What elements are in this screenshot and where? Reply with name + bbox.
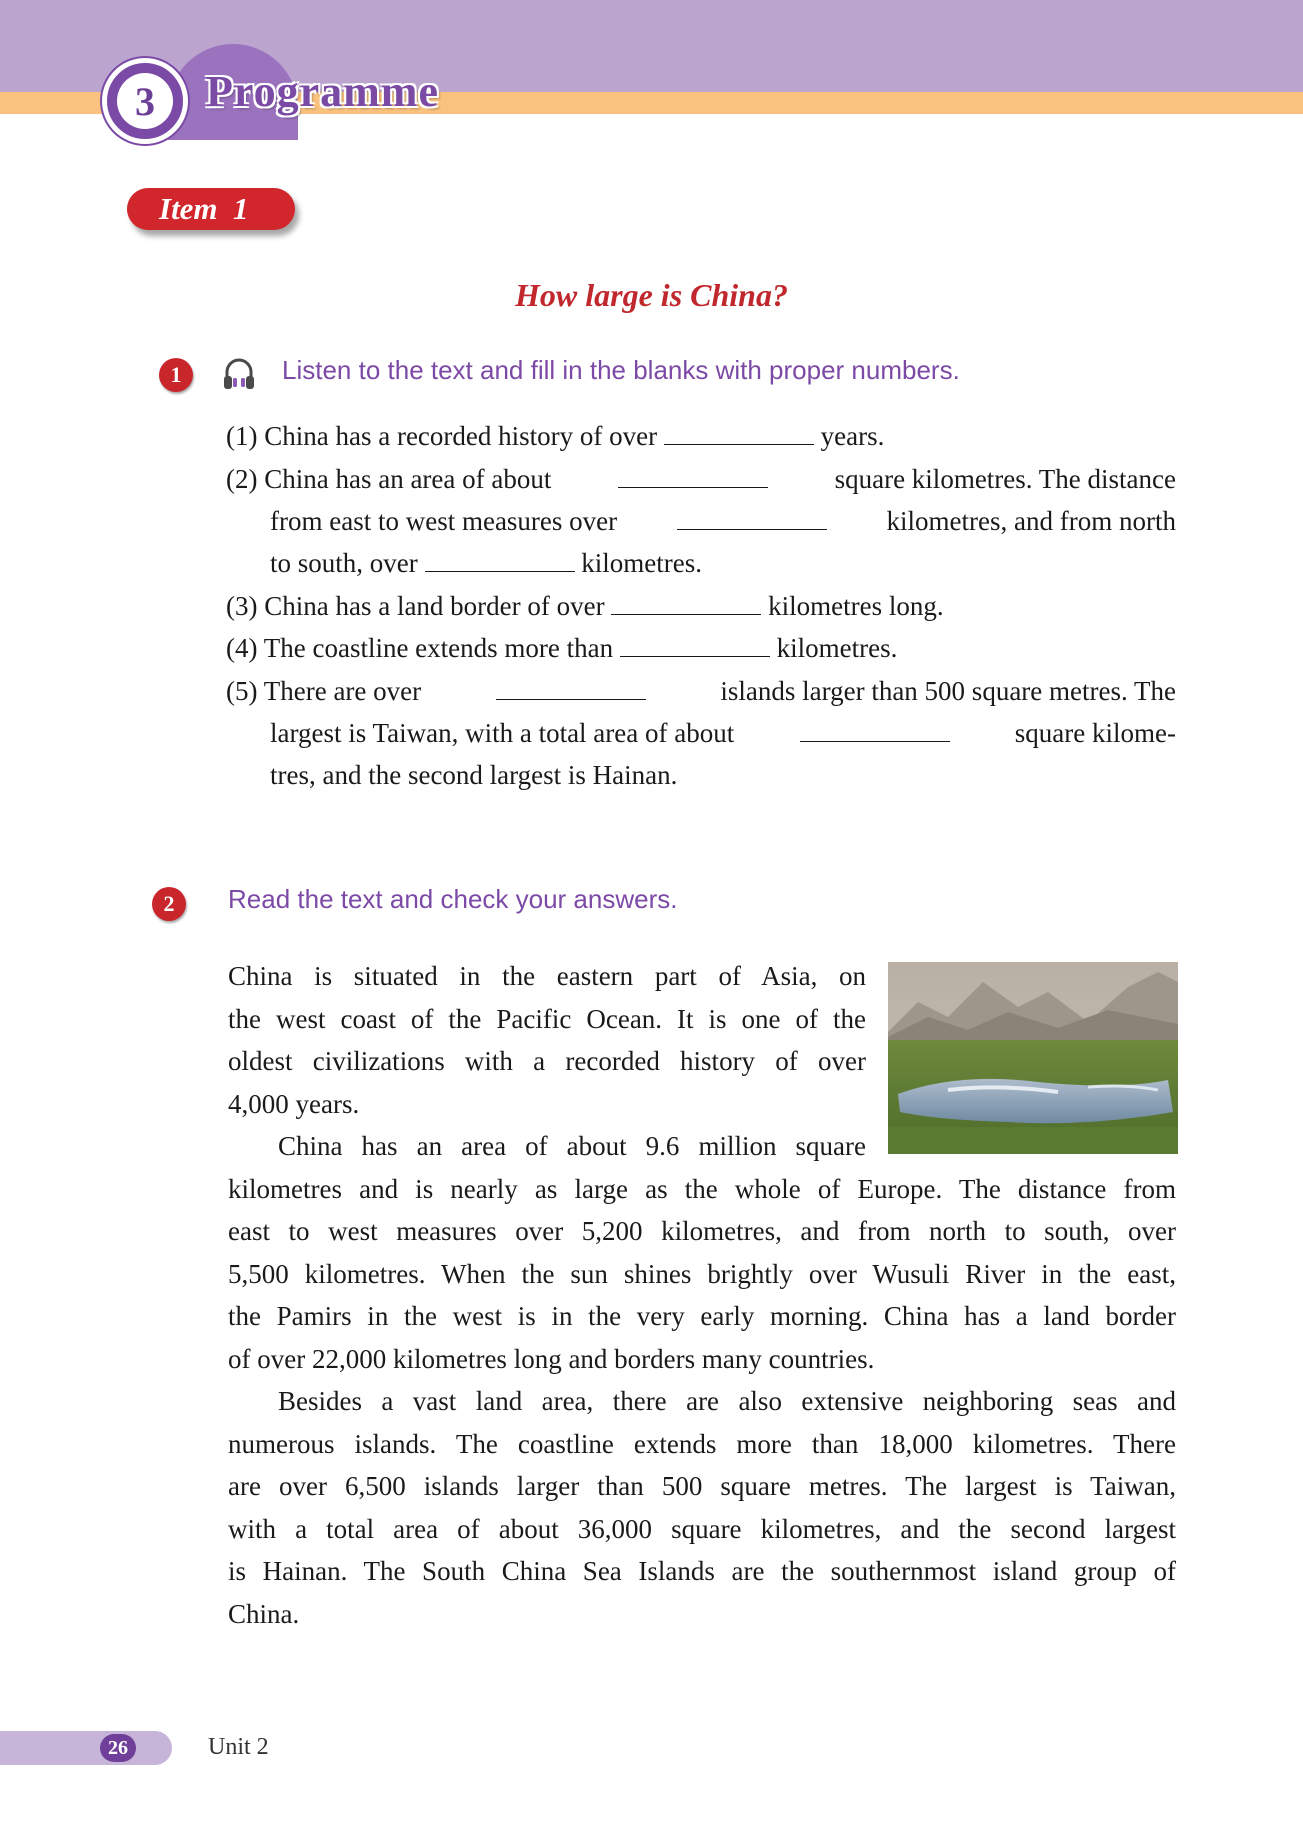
question-5-text-e: tres, and the second largest is Hainan.: [270, 760, 678, 790]
passage-line: kilometres and is nearly as large as the whole of Europe. The distance from: [228, 1173, 1176, 1204]
passage-line: China has an area of about 9.6 million square: [278, 1131, 866, 1161]
question-3: [226, 586, 1176, 626]
question-5-line-3: [270, 755, 1176, 795]
answer-blank[interactable]: [664, 416, 814, 445]
question-3-text-end: kilometres long.: [768, 591, 944, 621]
passage-line: the west coast of the Pacific Ocean. It is one of the: [228, 1003, 866, 1034]
answer-blank[interactable]: [620, 628, 770, 657]
passage-line: China is situated in the eastern part of Asia, on: [228, 961, 866, 991]
question-2-text-e: to south, over: [270, 548, 418, 578]
question-1: [226, 416, 1176, 456]
exercise-2-badge: 2: [152, 887, 186, 921]
unit-label: Unit 2: [208, 1734, 269, 1760]
answer-blank[interactable]: [618, 459, 768, 488]
passage-line: the Pamirs in the west is in the very early morning. China has a land border: [228, 1301, 1176, 1331]
answer-blank[interactable]: [496, 671, 646, 700]
passage-line: 4,000 years.: [228, 1088, 360, 1119]
question-5-line-2: [270, 713, 1176, 753]
question-2-text-f: kilometres.: [581, 548, 702, 578]
page-number: 26: [100, 1734, 136, 1762]
exercise-2-instruction: Read the text and check your answers.: [228, 884, 678, 914]
question-2: [226, 459, 1176, 499]
question-2-text-d: kilometres, and from north: [886, 506, 1176, 536]
exercise-1-badge: 1: [159, 358, 193, 392]
question-2-line-3: [270, 543, 1176, 583]
exercise-1-instruction: Listen to the text and fill in the blanks with proper numbers.: [282, 355, 960, 385]
passage-line: China.: [228, 1598, 300, 1629]
passage-line: of over 22,000 kilometres long and borders many countries.: [228, 1343, 875, 1374]
passage-line: Besides a vast land area, there are also extensive neighboring seas and: [278, 1386, 1176, 1416]
section-title: Programme: [206, 67, 439, 116]
question-5-text: (5) There are over: [226, 676, 422, 706]
question-1-text-end: years.: [820, 421, 885, 451]
question-4-text-end: kilometres.: [776, 633, 898, 663]
question-5-text-d: square kilome-: [1014, 718, 1176, 748]
question-5: [226, 671, 1176, 711]
footer-bar: [0, 1731, 172, 1765]
question-5-text-b: islands larger than 500 square metres. The: [720, 676, 1176, 706]
passage-line: 5,500 kilometres. When the sun shines brightly over Wusuli River in the east,: [228, 1258, 1176, 1289]
passage-line: numerous islands. The coastline extends more than 18,000 kilometres. There: [228, 1428, 1176, 1459]
passage-line: is Hainan. The South China Sea Islands are the southernmost island group of: [228, 1556, 1176, 1586]
page-title: How large is China?: [515, 277, 788, 313]
passage-line: are over 6,500 islands larger than 500 square metres. The largest is Taiwan,: [228, 1471, 1176, 1501]
reading-passage: [228, 955, 1176, 1635]
passage-line: oldest civilizations with a recorded history of over: [228, 1046, 866, 1076]
question-2-text-c: from east to west measures over: [270, 506, 618, 536]
question-5-text-c: largest is Taiwan, with a total area of about: [270, 718, 735, 748]
section-number: 3: [117, 73, 173, 129]
passage-line: east to west measures over 5,200 kilometres, and from north to south, over: [228, 1216, 1176, 1246]
answer-blank[interactable]: [677, 501, 827, 530]
item-tab: Item 1: [127, 188, 295, 230]
answer-blank[interactable]: [611, 586, 761, 615]
answer-blank[interactable]: [800, 713, 950, 742]
question-3-text: (3) China has a land border of over: [226, 591, 605, 621]
question-2-text: (2) China has an area of about: [226, 464, 552, 494]
question-4-text: (4) The coastline extends more than: [226, 633, 614, 663]
answer-blank[interactable]: [425, 543, 575, 572]
headphones-icon: [222, 356, 256, 392]
question-2-text-mid: square kilometres. The distance: [834, 464, 1176, 494]
passage-line: with a total area of about 36,000 square kilometres, and the second largest: [228, 1513, 1176, 1544]
question-1-text: (1) China has a recorded history of over: [226, 421, 658, 451]
question-2-line-2: [270, 501, 1176, 541]
section-number-badge: [102, 58, 188, 144]
question-4: [226, 628, 1176, 668]
